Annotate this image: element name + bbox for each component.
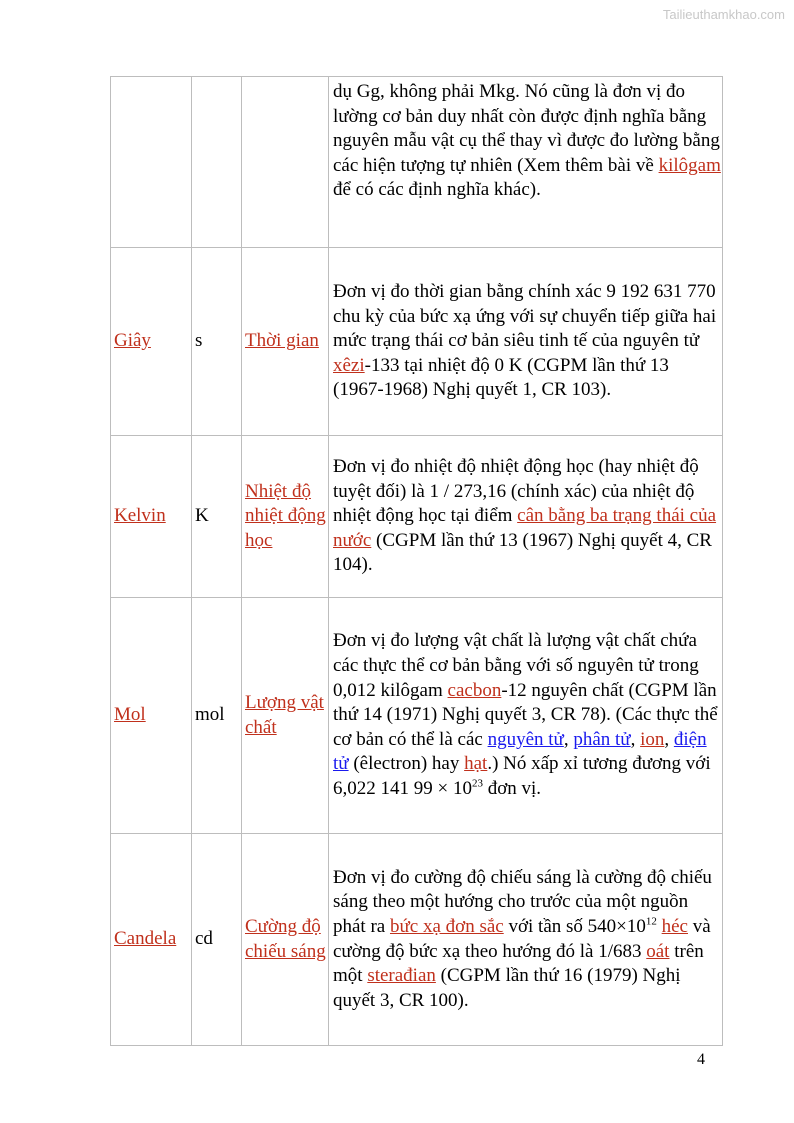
- unit-name-cell: [111, 834, 192, 1046]
- definition-text: -133 tại nhiệt độ 0 K (CGPM lần thứ 13 (1967-1968) Nghị quyết 1, CR 103).: [333, 354, 669, 401]
- link-unit-kelvin[interactable]: Kelvin: [114, 505, 166, 527]
- quantity-cell: [242, 248, 329, 436]
- definition-cell: [329, 834, 723, 1046]
- link-cacbon[interactable]: cacbon: [447, 679, 502, 701]
- table-row: [111, 598, 723, 834]
- link-quantity-thoi-gian[interactable]: Thời gian: [245, 330, 319, 352]
- definition-text: .) Nó xấp xỉ tương đương với 6,022 141 99 × 10: [333, 753, 711, 799]
- definition-cell: [329, 436, 723, 598]
- link-triple-point[interactable]: cân bằng ba trạng thái của nước: [333, 505, 717, 551]
- exponent: 23: [471, 777, 483, 790]
- definition-text: dụ Gg, không phải Mkg. Nó cũng là đơn vị đo lường cơ bản duy nhất còn được định nghĩa bằng nguyên mẫu vật cụ thể thay vì được đo lường bằng các hiện tượng tự nhiên (Xem thêm bài về: [333, 81, 720, 176]
- table-row: [111, 248, 723, 436]
- definition-text: đơn vị.: [482, 777, 542, 799]
- page-number: 4: [697, 1051, 705, 1068]
- link-unit-mol[interactable]: Mol: [114, 704, 146, 726]
- quantity-cell: [242, 598, 329, 834]
- definition-text: (CGPM lần thứ 13 (1967) Nghị quyết 4, CR 104).: [333, 529, 712, 576]
- quantity-cell: [242, 77, 329, 248]
- link-buc-xa-don-sac[interactable]: bức xạ đơn sắc: [389, 915, 504, 937]
- quantity-cell: [242, 834, 329, 1046]
- definition-cell: [329, 77, 723, 248]
- link-xezi[interactable]: xêzi: [333, 354, 365, 376]
- definition-text: Đơn vị đo lượng vật chất là lượng vật chất chứa các thực thể cơ bản bằng với số nguyên tử trong 0,012 kilôgam: [333, 630, 699, 701]
- definition-cell: [329, 248, 723, 436]
- link-steradian[interactable]: sterađian: [367, 965, 436, 987]
- link-quantity-luong-vat-chat[interactable]: Lượng vật chất: [245, 691, 324, 738]
- link-unit-candela[interactable]: Candela: [114, 928, 177, 950]
- link-ion[interactable]: ion: [640, 728, 665, 750]
- definition-text: (êlectron) hay: [348, 753, 465, 775]
- link-hat[interactable]: hạt: [464, 753, 488, 775]
- unit-symbol-cell: s: [192, 248, 242, 436]
- definition-text: ,: [630, 728, 641, 750]
- link-oat[interactable]: oát: [646, 940, 670, 962]
- link-quantity-cuong-do-chieu-sang[interactable]: Cường độ chiếu sáng: [245, 915, 326, 962]
- unit-name-cell: [111, 598, 192, 834]
- link-kilogam[interactable]: kilôgam: [658, 154, 721, 176]
- definition-text: với tần số 540×10: [503, 915, 646, 937]
- table-row: [111, 834, 723, 1046]
- si-units-table: [110, 76, 723, 1046]
- unit-name-cell: [111, 248, 192, 436]
- quantity-cell: [242, 436, 329, 598]
- unit-name-cell: [111, 436, 192, 598]
- link-unit-giay[interactable]: Giây: [114, 330, 151, 352]
- link-dien-tu[interactable]: điện tử: [333, 728, 707, 775]
- unit-symbol-cell: cd: [192, 834, 242, 1046]
- link-hec[interactable]: héc: [661, 915, 688, 937]
- link-quantity-nhiet-do[interactable]: Nhiệt độ nhiệt động học: [245, 480, 326, 551]
- unit-name-cell: [111, 77, 192, 248]
- definition-text: và cường độ bức xạ theo hướng đó là 1/683: [333, 915, 711, 962]
- link-nguyen-tu[interactable]: nguyên tử: [487, 728, 564, 750]
- exponent: 12: [645, 915, 657, 928]
- watermark: Tailieuthamkhao.com: [662, 7, 785, 22]
- definition-text: -12 nguyên chất (CGPM lần thứ 14 (1971) Nghị quyết 3, CR 78). (Các thực thể cơ bản có thể là các: [333, 679, 718, 750]
- unit-symbol-cell: [192, 77, 242, 248]
- definition-cell: [329, 598, 723, 834]
- definition-text: ,: [563, 728, 574, 750]
- table-row: [111, 77, 723, 248]
- definition-text: Đơn vị đo thời gian bằng chính xác 9 192 631 770 chu kỳ của bức xạ ứng với sự chuyển tiếp giữa hai mức trạng thái cơ bản siêu tinh tế của nguyên tử: [333, 281, 717, 352]
- definition-text: (CGPM lần thứ 16 (1979) Nghị quyết 3, CR 100).: [333, 965, 681, 1011]
- definition-text: Đơn vị đo cường độ chiếu sáng là cường độ chiếu sáng theo một hướng cho trước của một nguồn phát ra: [333, 866, 712, 937]
- unit-symbol-cell: mol: [192, 598, 242, 834]
- unit-symbol-cell: K: [192, 436, 242, 598]
- definition-text: ,: [664, 728, 674, 750]
- definition-text: để có các định nghĩa khác).: [333, 179, 541, 201]
- link-phan-tu[interactable]: phân tử: [573, 728, 631, 750]
- definition-text: trên một: [333, 940, 704, 987]
- definition-text: Đơn vị đo nhiệt độ nhiệt động học (hay nhiệt độ tuyệt đối) là 1 / 273,16 (chính xác) của nhiệt độ nhiệt động học tại điểm: [333, 456, 699, 527]
- table-row: [111, 436, 723, 598]
